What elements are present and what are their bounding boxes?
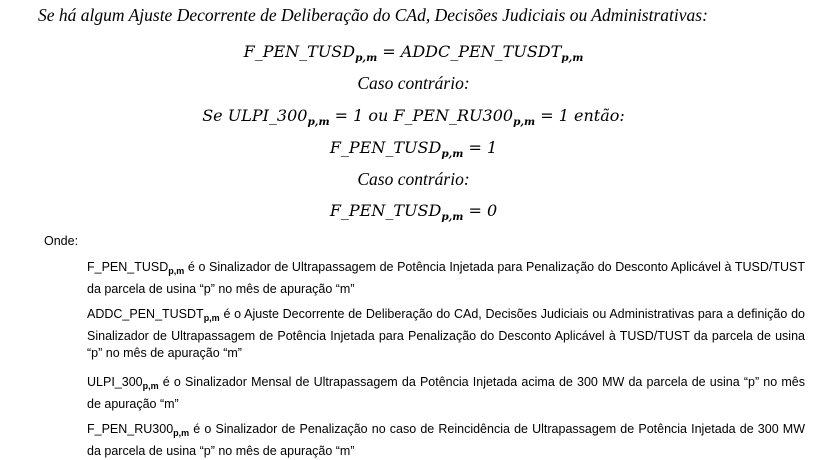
definition-subscript: p,m: [142, 381, 159, 391]
definition-text: é o Sinalizador Mensal de Ultrapassagem da Potência Injetada acima de 300 MW da parcela de usina “p” no mês de apuração “m”: [87, 375, 805, 411]
definition-addc-pen-tusdt: [87, 306, 805, 363]
eq2-rhs: = 1: [463, 138, 498, 157]
equation-adjustment: [0, 42, 827, 64]
definition-subscript: p,m: [173, 428, 190, 438]
eq2-lhs: F_PEN_TUSD: [329, 138, 442, 157]
eq3-rhs: = 0: [463, 201, 498, 220]
eq1-rhs-subscript: p,m: [561, 52, 584, 64]
eq1-lhs-subscript: p,m: [355, 52, 378, 64]
definition-text: é o Sinalizador de Ultrapassagem de Potência Injetada para Penalização do Desconto Aplicável à TUSD/TUST da parcela de usina “p” no mês de apuração “m”: [87, 260, 805, 296]
equation-condition: [0, 106, 827, 128]
cond-ru300: F_PEN_RU300: [393, 106, 514, 125]
definition-f-pen-ru300: [87, 421, 805, 460]
cond-se: Se: [202, 106, 228, 125]
eq1-lhs: F_PEN_TUSD: [243, 42, 356, 61]
definition-f-pen-tusd: [87, 259, 805, 298]
definition-ulpi-300: [87, 374, 805, 413]
eq1-operator: =: [377, 42, 401, 61]
cond-ulpi-subscript: p,m: [307, 116, 330, 128]
equation-flag-one: [0, 138, 827, 160]
definition-subscript: p,m: [168, 266, 185, 276]
where-label: Onde:: [44, 234, 79, 248]
cond-mid: = 1 ou: [329, 106, 394, 125]
eq1-rhs: ADDC_PEN_TUSDT: [400, 42, 562, 61]
equation-flag-zero: [0, 201, 827, 223]
cond-ulpi: ULPI_300: [227, 106, 308, 125]
definition-term: ADDC_PEN_TUSDT: [87, 307, 204, 321]
otherwise-label-2: Caso contrário:: [357, 169, 470, 189]
definition-text: é o Ajuste Decorrente de Deliberação do CAd, Decisões Judiciais ou Administrativas para a definição do Sinalizador de Ultrapassagem de Potência Injetada para Penalização do Desconto Aplicável à TUSD/TUST da parcela de usina “p” no mês de apuração “m”: [87, 307, 805, 360]
definition-subscript: p,m: [203, 313, 220, 323]
eq2-lhs-subscript: p,m: [441, 148, 464, 160]
cond-ru300-subscript: p,m: [513, 116, 536, 128]
definition-term: ULPI_300: [87, 375, 143, 389]
eq3-lhs-subscript: p,m: [441, 211, 464, 223]
definition-term: F_PEN_TUSD: [87, 260, 169, 274]
definition-term: F_PEN_RU300: [87, 422, 174, 436]
condition-heading: Se há algum Ajuste Decorrente de Deliberação do CAd, Decisões Judiciais ou Administrativas:: [38, 5, 708, 25]
eq3-lhs: F_PEN_TUSD: [329, 201, 442, 220]
definition-text: é o Sinalizador de Penalização no caso de Reincidência de Ultrapassagem de Potência Injetada de 300 MW da parcela de usina “p” no mês de apuração “m”: [87, 422, 805, 458]
otherwise-label-1: Caso contrário:: [357, 73, 470, 93]
cond-end: = 1 então:: [535, 106, 625, 125]
